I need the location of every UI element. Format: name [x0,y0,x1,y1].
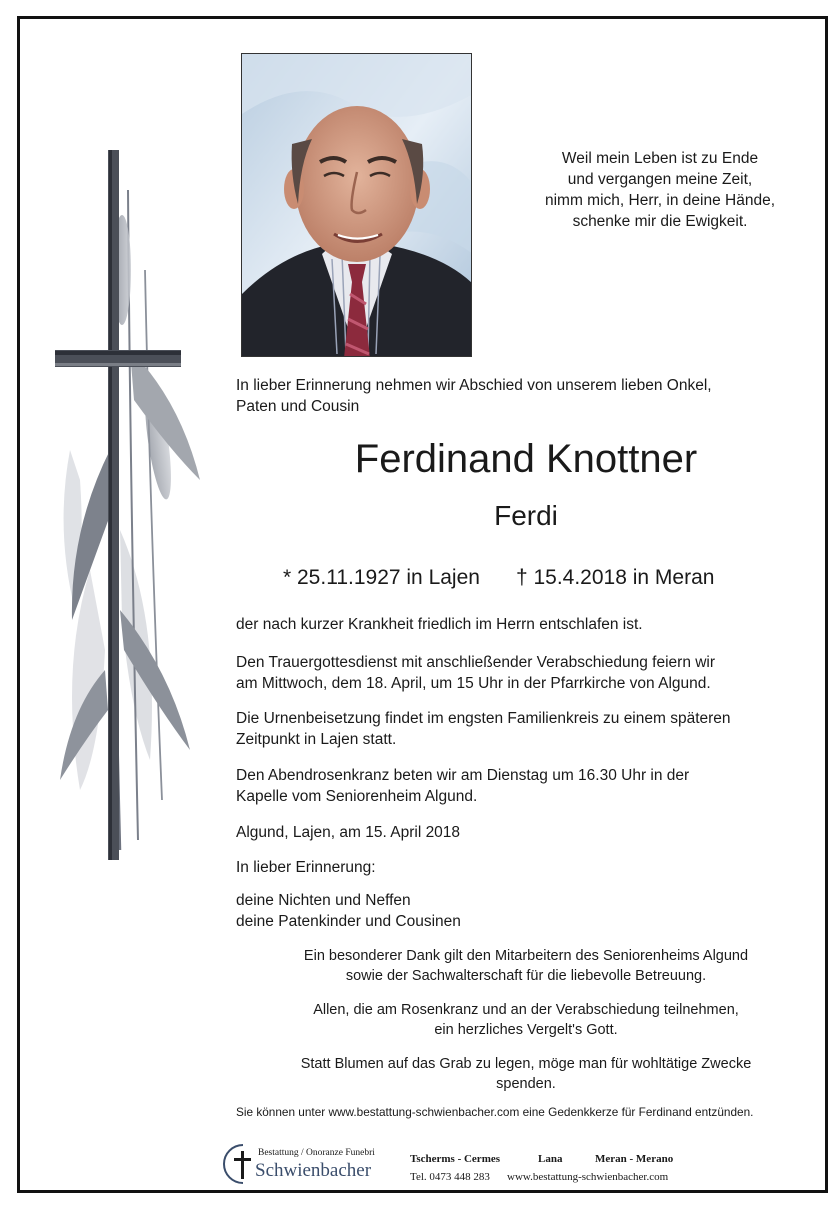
intro-text [236,375,796,417]
place-date: Algund, Lajen, am 15. April 2018 [236,824,461,841]
location-1: Tscherms - Cermes [410,1153,501,1165]
text-line: deine Nichten und Neffen [236,892,411,909]
donation-note [236,1054,816,1094]
poem-line: schenke mir die Ewigkeit. [572,213,748,230]
funeral-home-brand: Schwienbacher [255,1160,372,1181]
poem-line: Weil mein Leben ist zu Ende [561,150,759,167]
location-3: Meran - Merano [595,1153,674,1165]
location-2: Lana [538,1153,563,1165]
urn-burial-text [236,708,816,750]
text-line: deine Patenkinder und Cousinen [236,913,461,930]
text-line: Den Abendrosenkranz beten wir am Dienstag um 16.30 Uhr in der [236,767,690,784]
funeral-home-footer [222,1143,702,1189]
text-line: spenden. [496,1076,556,1092]
text-line: Die Urnenbeisetzung findet im engsten Familienkreis zu einem späteren [236,710,731,727]
thanks-staff [236,946,816,986]
poem-line: und vergangen meine Zeit, [567,171,753,188]
text-line: Den Trauergottesdienst mit anschließender Verabschiedung feiern wir [236,654,716,671]
text-line: ein herzliches Vergelt's Gott. [434,1022,618,1038]
intro-line: Paten und Cousin [236,398,360,415]
phone-number: Tel. 0473 448 283 [410,1171,490,1183]
life-dates [283,565,714,591]
cross-wheat-illustration [50,150,210,870]
candle-note: Sie können unter www.bestattung-schwienbacher.com eine Gedenkkerze für Ferdinand entzünden. [236,1105,754,1119]
text-line: Allen, die am Rosenkranz und an der Verabschiedung teilnehmen, [313,1002,739,1018]
birth-date: * 25.11.1927 in Lajen [283,566,480,589]
funeral-service-text [236,652,816,694]
text-line: sowie der Sachwalterschaft für die liebevolle Betreuung. [345,968,707,984]
funeral-home-tagline: Bestattung / Onoranze Funebri [258,1148,375,1158]
website-url: www.bestattung-schwienbacher.com [507,1171,669,1183]
intro-line: In lieber Erinnerung nehmen wir Abschied von unserem lieben Onkel, [236,377,712,394]
text-line: am Mittwoch, dem 18. April, um 15 Uhr in der Pfarrkirche von Algund. [236,675,711,692]
portrait-photo [241,53,472,357]
text-line: Kapelle vom Seniorenheim Algund. [236,788,478,805]
text-line: Ein besonderer Dank gilt den Mitarbeitern des Seniorenheims Algund [303,948,749,964]
remembrance-heading: In lieber Erinnerung: [236,859,376,876]
death-date: † 15.4.2018 in Meran [515,566,715,589]
poem [500,148,820,232]
rosary-text [236,765,816,807]
family-signatures [236,890,816,932]
text-line: Statt Blumen auf das Grab zu legen, möge man für wohltätige Zwecke [300,1056,752,1072]
poem-line: nimm mich, Herr, in deine Hände, [544,192,775,209]
deceased-name: Ferdinand Knottner [354,437,698,481]
thanks-attendees [236,1000,816,1040]
passing-text: der nach kurzer Krankheit friedlich im Herrn entschlafen ist. [236,616,643,633]
text-line: Zeitpunkt in Lajen statt. [236,731,397,748]
deceased-nickname: Ferdi [494,500,558,531]
